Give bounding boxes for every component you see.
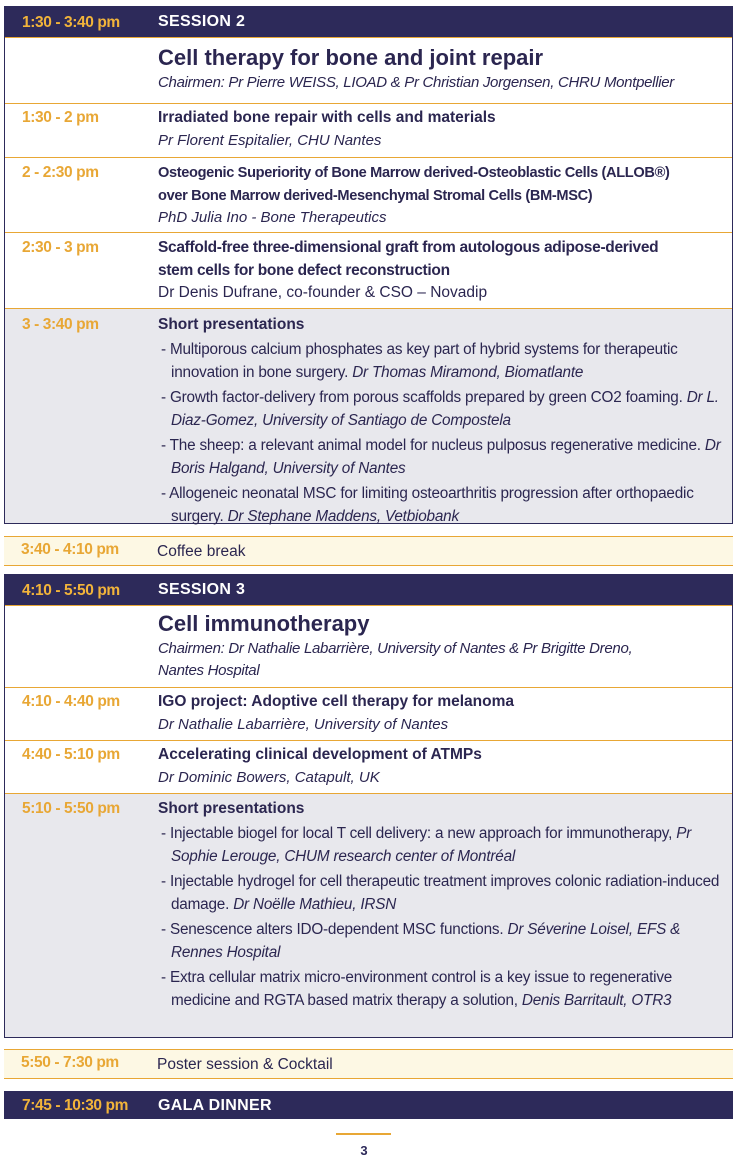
coffee-time: 3:40 - 4:10 pm [21,541,119,558]
item-text: - Growth factor-delivery from porous scaffolds prepared by green CO2 foaming. [161,389,687,406]
talk-title: Irradiated bone repair with cells and materials [158,109,496,126]
talk-row [5,157,732,232]
session-2-block [4,6,733,524]
talk-row [5,687,732,740]
item-text: - Allogeneic neonatal MSC for limiting osteoarthritis progression after orthopaedic surgery. [161,485,694,525]
poster-session-row [4,1049,733,1079]
item-text: - The sheep: a relevant animal model for nucleus pulposus regenerative medicine. [161,437,705,454]
short-list [161,823,724,1015]
session-title: Cell immunotherapy [158,611,370,636]
item-speaker: Denis Barritault, OTR3 [521,991,672,1009]
short-title: Short presentations [158,800,305,817]
talk-title: IGO project: Adoptive cell therapy for melanoma [158,693,515,710]
item-speaker: Dr Stephane Maddens, Vetbiobank [227,507,459,525]
short-presentations-row [5,308,732,523]
short-title: Short presentations [158,316,305,333]
item-speaker: Dr Thomas Miramond, Biomatlante [352,363,584,381]
session-time: 4:10 - 5:50 pm [22,582,120,599]
chairmen: Chairmen: Pr Pierre WEISS, LIOAD & Pr Christian Jorgensen, CHRU Montpellier [158,74,675,91]
talk-time: 1:30 - 2 pm [22,109,99,126]
session-3-title-row [5,605,732,687]
poster-time: 5:50 - 7:30 pm [21,1054,119,1071]
talk-time: 4:10 - 4:40 pm [22,693,120,710]
session-2-title-row [5,37,732,103]
talk-row [5,740,732,793]
poster-label: Poster session & Cocktail [157,1056,333,1073]
list-item [161,435,724,480]
list-item [161,967,724,1012]
talk-title: Accelerating clinical development of ATMPs [158,746,482,763]
talk-time: 4:40 - 5:10 pm [22,746,120,763]
list-item [161,387,724,432]
list-item [161,871,724,916]
page-number-rule [336,1133,391,1135]
list-item [161,339,724,384]
talk-time: 2 - 2:30 pm [22,164,99,181]
list-item [161,823,724,868]
item-speaker: Dr Boris Halgand, University of Nantes [171,437,721,477]
short-time: 5:10 - 5:50 pm [22,800,120,817]
chairmen-line-2: Nantes Hospital [158,662,260,679]
talk-time: 2:30 - 3 pm [22,239,99,256]
item-text: - Injectable biogel for local T cell delivery: a new approach for immunotherapy, [161,825,677,842]
coffee-label: Coffee break [157,543,246,560]
session-title: Cell therapy for bone and joint repair [158,45,544,70]
talk-title-line-1: Scaffold-free three-dimensional graft from autologous adipose-derived [158,239,659,256]
item-text: - Senescence alters IDO-dependent MSC functions. [161,921,508,938]
short-presentations-row [5,793,732,1037]
item-text: - Multiporous calcium phosphates as key part of hybrid systems for therapeutic innovation in bone surgery. [161,341,678,381]
session-label: SESSION 3 [158,581,246,598]
talk-title-line-2: over Bone Marrow derived-Mesenchymal Stromal Cells (BM-MSC) [158,187,593,204]
talk-row [5,103,732,157]
talk-speaker: Dr Denis Dufrane, co-founder & CSO – Novadip [158,284,488,301]
talk-speaker: Dr Nathalie Labarrière, University of Nantes [158,715,449,733]
talk-speaker: Dr Dominic Bowers, Catapult, UK [158,768,380,786]
session-2-header [5,7,732,37]
talk-row [5,232,732,308]
short-time: 3 - 3:40 pm [22,316,99,333]
session-label: SESSION 2 [158,13,246,30]
session-time: 1:30 - 3:40 pm [22,14,120,31]
item-speaker: Dr Séverine Loisel, EFS & Rennes Hospital [171,921,681,961]
talk-speaker: PhD Julia Ino - Bone Therapeutics [158,209,387,226]
gala-time: 7:45 - 10:30 pm [22,1097,128,1114]
item-text: - Injectable hydrogel for cell therapeutic treatment improves colonic radiation-induced damage. [161,873,720,913]
item-speaker: Pr Sophie Lerouge, CHUM research center of Montréal [171,825,692,865]
item-text: - Extra cellular matrix micro-environment control is a key issue to regenerative medicine and RGTA based matrix therapy a solution, [161,969,673,1009]
coffee-break-row [4,536,733,566]
talk-title-line-1: Osteogenic Superiority of Bone Marrow derived-Osteoblastic Cells (ALLOB®) [158,165,670,181]
session-3-block [4,574,733,1038]
talk-title-line-2: stem cells for bone defect reconstruction [158,261,450,279]
gala-label: GALA DINNER [158,1097,272,1114]
list-item [161,919,724,964]
list-item [161,483,724,528]
item-speaker: Dr L. Diaz-Gomez, University of Santiago de Compostela [171,389,719,429]
session-3-header [5,575,732,605]
talk-speaker: Pr Florent Espitalier, CHU Nantes [158,131,382,149]
short-list [161,339,724,531]
item-speaker: Dr Noëlle Mathieu, IRSN [233,895,397,913]
gala-dinner-row [4,1091,733,1119]
chairmen-line-1: Chairmen: Dr Nathalie Labarrière, University of Nantes & Pr Brigitte Dreno, [158,640,633,657]
page-number: 3 [360,1143,368,1158]
